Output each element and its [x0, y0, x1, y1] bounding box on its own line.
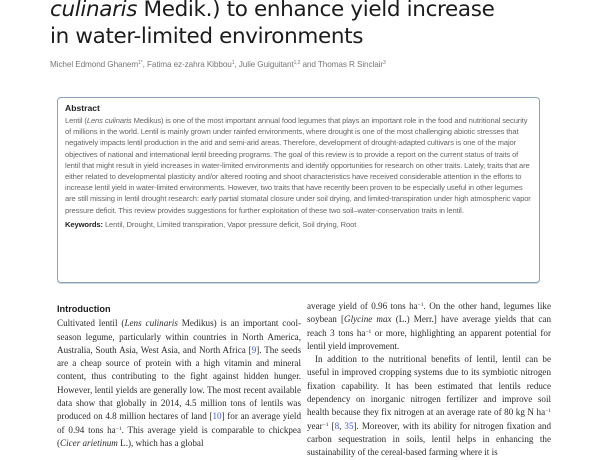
species-italic: Glycine max [344, 314, 392, 325]
author-name: Julie Guiguitant [238, 60, 294, 69]
intro-paragraph-2: In addition to the nutritional benefits of lentil, lentil can be useful in improved cropping systems due to its symbiotic nitrogen fixation capability. It has been estimated that lentils reduce dependency on inorganic nitrogen fertilizer and improve soil health because they fix nitrogen at an average rate of 80 kg N $ha^{-1}$ year$^{-1}$ [8, 35]. Moreover, with its ability for nitrogen fixation and carbon sequestration in soils, lentil helps in enhancing the sustainability of the cereal-based farming where it is [307, 354, 551, 458]
abstract-body: Medikus) is one of the most important annual food legumes that plays an important role in the food and nutritional security of millions in the world. Lentil is mainly grown under rainfed environments, where drought is one of the most challenging abiotic stresses that negatively impacts lentil production in the arid and semi-arid areas. Therefore, development of drought-adapted cultivars is one of the major objectives of national and international lentil breeding programs. The goal of this review is to provide a report on the current status of traits of lentil that might result in yield increases in water-limited environments and identify opportunities for research on other traits. Lately, traits that are either related to developmental plasticity and/or altered rooting and shoot characteristics have received considerable attention in the efforts to increase lentil yield in water-limited environments. However, two traits that have recently been proven to be especially useful in other legumes are still missing in lentil drought research: early partial stomatal closure under soil drying, and limited-transpiration under high atmospheric vapor pressure deficit. This review provides suggestions for further exploitation of these two soil–water-conservation traits in lentil. [65, 116, 531, 215]
abstract-species-italic: Lens culinaris [86, 116, 132, 125]
author-separator: , [142, 60, 147, 69]
title-line-1 [50, 0, 570, 23]
intro-right-column [307, 300, 551, 460]
intro-left-column [57, 303, 301, 450]
author-affiliation: 3 [383, 60, 386, 66]
title-line-2: in water-limited environments [50, 24, 364, 49]
abstract-heading: Abstract [65, 103, 100, 113]
author-name: Thomas R Sinclair [317, 60, 384, 69]
abstract-text [65, 115, 532, 216]
keywords-label: Keywords: [65, 219, 103, 229]
author-name: Michel Edmond Ghanem [50, 60, 139, 69]
species-italic: Lens culinaris [124, 318, 178, 329]
author-list [50, 60, 570, 69]
citation-link[interactable]: 8 [334, 420, 340, 431]
species-italic: Cicer arietinum [60, 437, 118, 448]
citation-link[interactable]: 35 [344, 420, 354, 431]
author-affiliation: 1* [138, 60, 143, 66]
intro-paragraph-1: Cultivated lentil (Lens culinaris Medikus) is an important cool-season legume, particularly within countries in North America, Australia, South Asia, West Asia, and North Africa [9]. The seeds are a cheap source of protein with a high vitamin and mineral content, thus contributing to the fight against hidden hunger. However, lentil yields are generally low. The most recent available data show that globally in 2014, 4.5 million tons of lentils was produced on 4.8 million hectares of land [10] for an average yield of 0.94 tons $ha^{-1}$. This average yield is comparable to chickpea (Cicer arietinum L.), which has a global [57, 318, 301, 448]
introduction-heading: Introduction [57, 304, 111, 314]
author-separator: , [234, 60, 239, 69]
abstract-box [57, 97, 540, 283]
citation-link[interactable]: 9 [251, 344, 257, 355]
keywords-list: Lentil, Drought, Limited transpiration, Vapor pressure deficit, Soil drying, Root [104, 219, 357, 229]
title-italic-species: culinaris [50, 0, 138, 22]
title-line-1-rest: Medik.) to enhance yield increase [137, 0, 495, 22]
abstract-lead: Lentil ( [65, 116, 87, 125]
intro-paragraph-continued: average yield of 0.96 tons $ha^{-1}$. On the other hand, legumes like soybean [Glycine max (L.) Merr.] have average yields that can reach 3 tons $ha^{-1}$ or more, highlighting an apparent potential for lentil yield improvement. [307, 301, 552, 351]
citation-link[interactable]: 10 [212, 411, 222, 422]
keywords [65, 219, 532, 230]
author-affiliation: 1 [231, 60, 235, 66]
author-separator: and [300, 60, 318, 69]
author-name: Fatima ez-zahra Kibbou [147, 60, 232, 69]
paper-title [50, 0, 570, 50]
author-affiliation: 1,2 [293, 60, 301, 66]
